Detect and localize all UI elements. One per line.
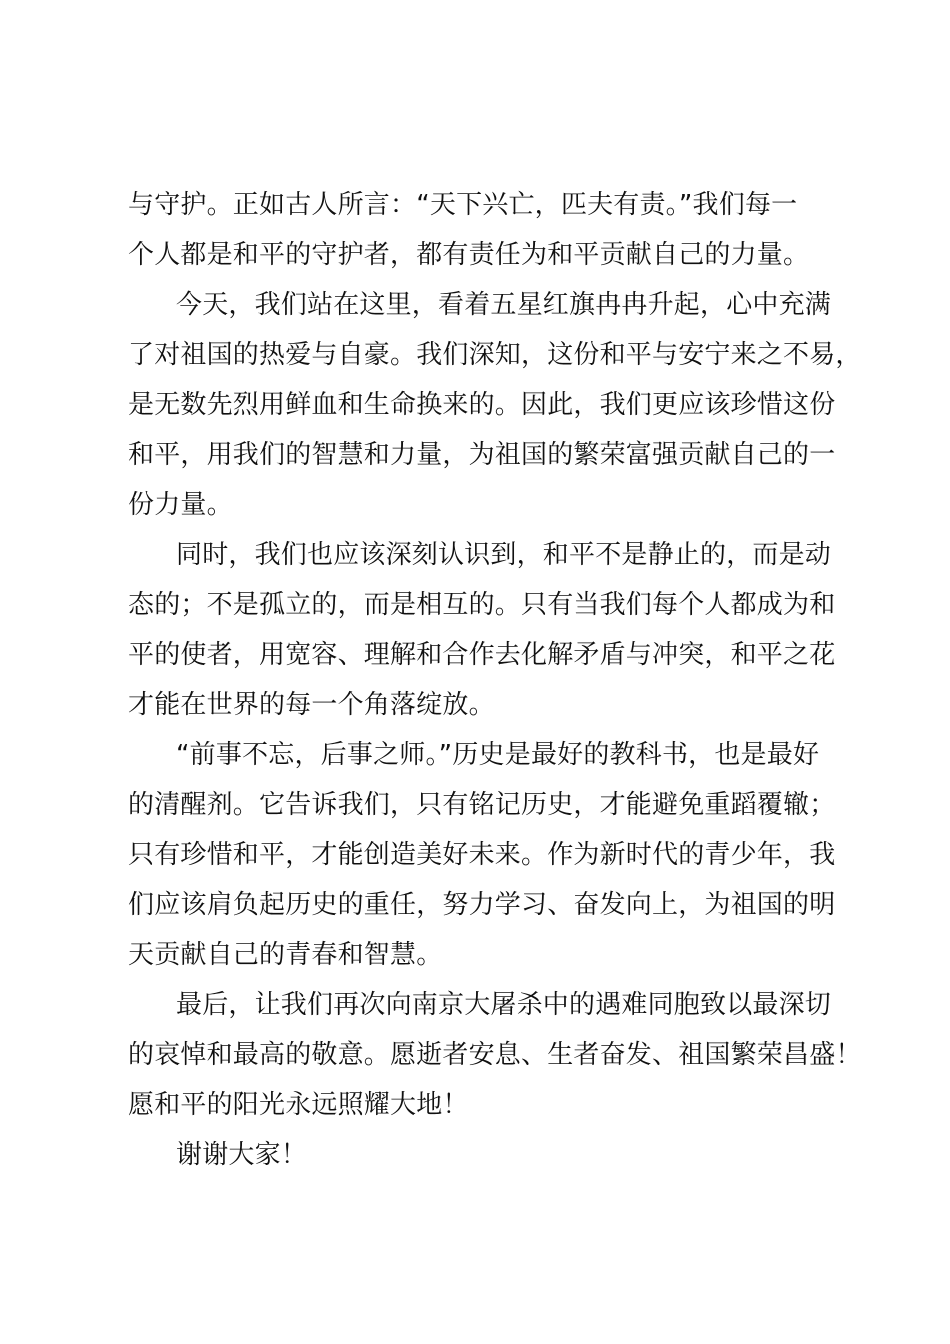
- text-line: 是无数先烈用鲜血和生命换来的。因此，我们更应该珍惜这份: [128, 390, 836, 420]
- paragraph-start-line: 今天，我们站在这里，看着五星红旗冉冉升起，心中充满: [176, 290, 832, 320]
- paragraph-start-line: 最后，让我们再次向南京大屠杀中的遇难同胞致以最深切: [176, 990, 832, 1020]
- text-line: 只有珍惜和平，才能创造美好未来。作为新时代的青少年，我: [128, 840, 836, 870]
- text-line: 的哀悼和最高的敬意。愿逝者安息、生者奋发、祖国繁荣昌盛！: [128, 1040, 862, 1070]
- text-line: 才能在世界的每一个角落绽放。: [128, 690, 495, 720]
- text-line: 平的使者，用宽容、理解和合作去化解矛盾与冲突，和平之花: [128, 640, 836, 670]
- text-line: 态的；不是孤立的，而是相互的。只有当我们每个人都成为和: [128, 590, 836, 620]
- text-line: 愿和平的阳光永远照耀大地！: [128, 1090, 469, 1120]
- text-line: 们应该肩负起历史的重任，努力学习、奋发向上，为祖国的明: [128, 890, 836, 920]
- paragraph-start-line: 同时，我们也应该深刻认识到，和平不是静止的，而是动: [176, 540, 832, 570]
- speech-body-text: [128, 180, 862, 1180]
- text-line: 天贡献自己的青春和智慧。: [128, 940, 443, 970]
- text-line: 了对祖国的热爱与自豪。我们深知，这份和平与安宁来之不易，: [128, 340, 862, 370]
- text-line: 份力量。: [128, 490, 233, 520]
- text-line: 个人都是和平的守护者，都有责任为和平贡献自己的力量。: [128, 240, 810, 270]
- closing-line: 谢谢大家！: [176, 1140, 308, 1170]
- text-line: 的清醒剂。它告诉我们，只有铭记历史，才能避免重蹈覆辙；: [128, 790, 836, 820]
- text-line: 与守护。正如古人所言：“天下兴亡，匹夫有责。”我们每一: [128, 190, 798, 220]
- paragraph-start-line: “前事不忘，后事之师。”历史是最好的教科书，也是最好: [176, 740, 820, 770]
- text-line: 和平，用我们的智慧和力量，为祖国的繁荣富强贡献自己的一: [128, 440, 836, 470]
